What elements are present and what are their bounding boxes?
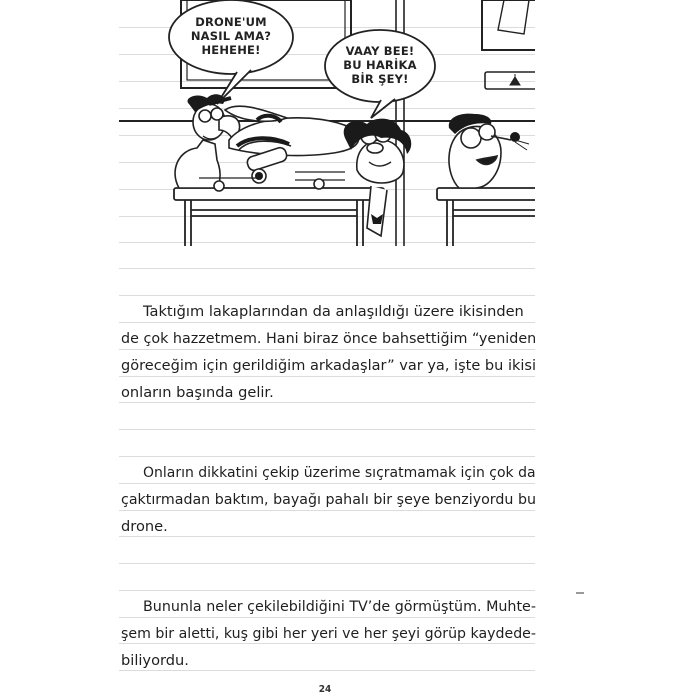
bubble-line: HEHEHE! [201,43,261,57]
bubble-line: VAAY BEE! [345,44,415,58]
text-line: Onların dikkatini çekip üzerime sıçratmamak için çok da [143,464,536,481]
comic-illustration [119,0,535,246]
speech-bubble-right [327,44,433,86]
bubble-line: BİR ŞEY! [351,72,409,86]
text-line: biliyordu. [121,652,189,669]
page-edge-mark [576,592,584,594]
bubble-line: NASIL AMA? [190,29,272,43]
speech-bubble-left [179,15,283,57]
text-line: onların başında gelir. [121,384,274,401]
text-line: de çok hazzetmem. Hani biraz önce bahsettiğim “yeniden [121,330,537,347]
text-line: drone. [121,518,168,535]
bubble-line: DRONE'UM [195,15,267,29]
text-line: şem bir aletti, kuş gibi her yeri ve her şeyi görüp kaydede- [121,625,536,642]
page-number: 24 [318,684,332,695]
text-line: göreceğim için gerildiğim arkadaşlar” var ya, işte bu ikisi [121,357,537,374]
bubble-line: BU HARİKA [343,58,417,72]
text-line: Taktığım lakaplarından da anlaşıldığı üzere ikisinden [143,303,524,320]
text-line: Bununla neler çekilebildiğini TV’de görmüştüm. Muhte- [143,598,536,615]
text-line: çaktırmadan baktım, bayağı pahalı bir şeye benziyordu bu [121,491,536,508]
